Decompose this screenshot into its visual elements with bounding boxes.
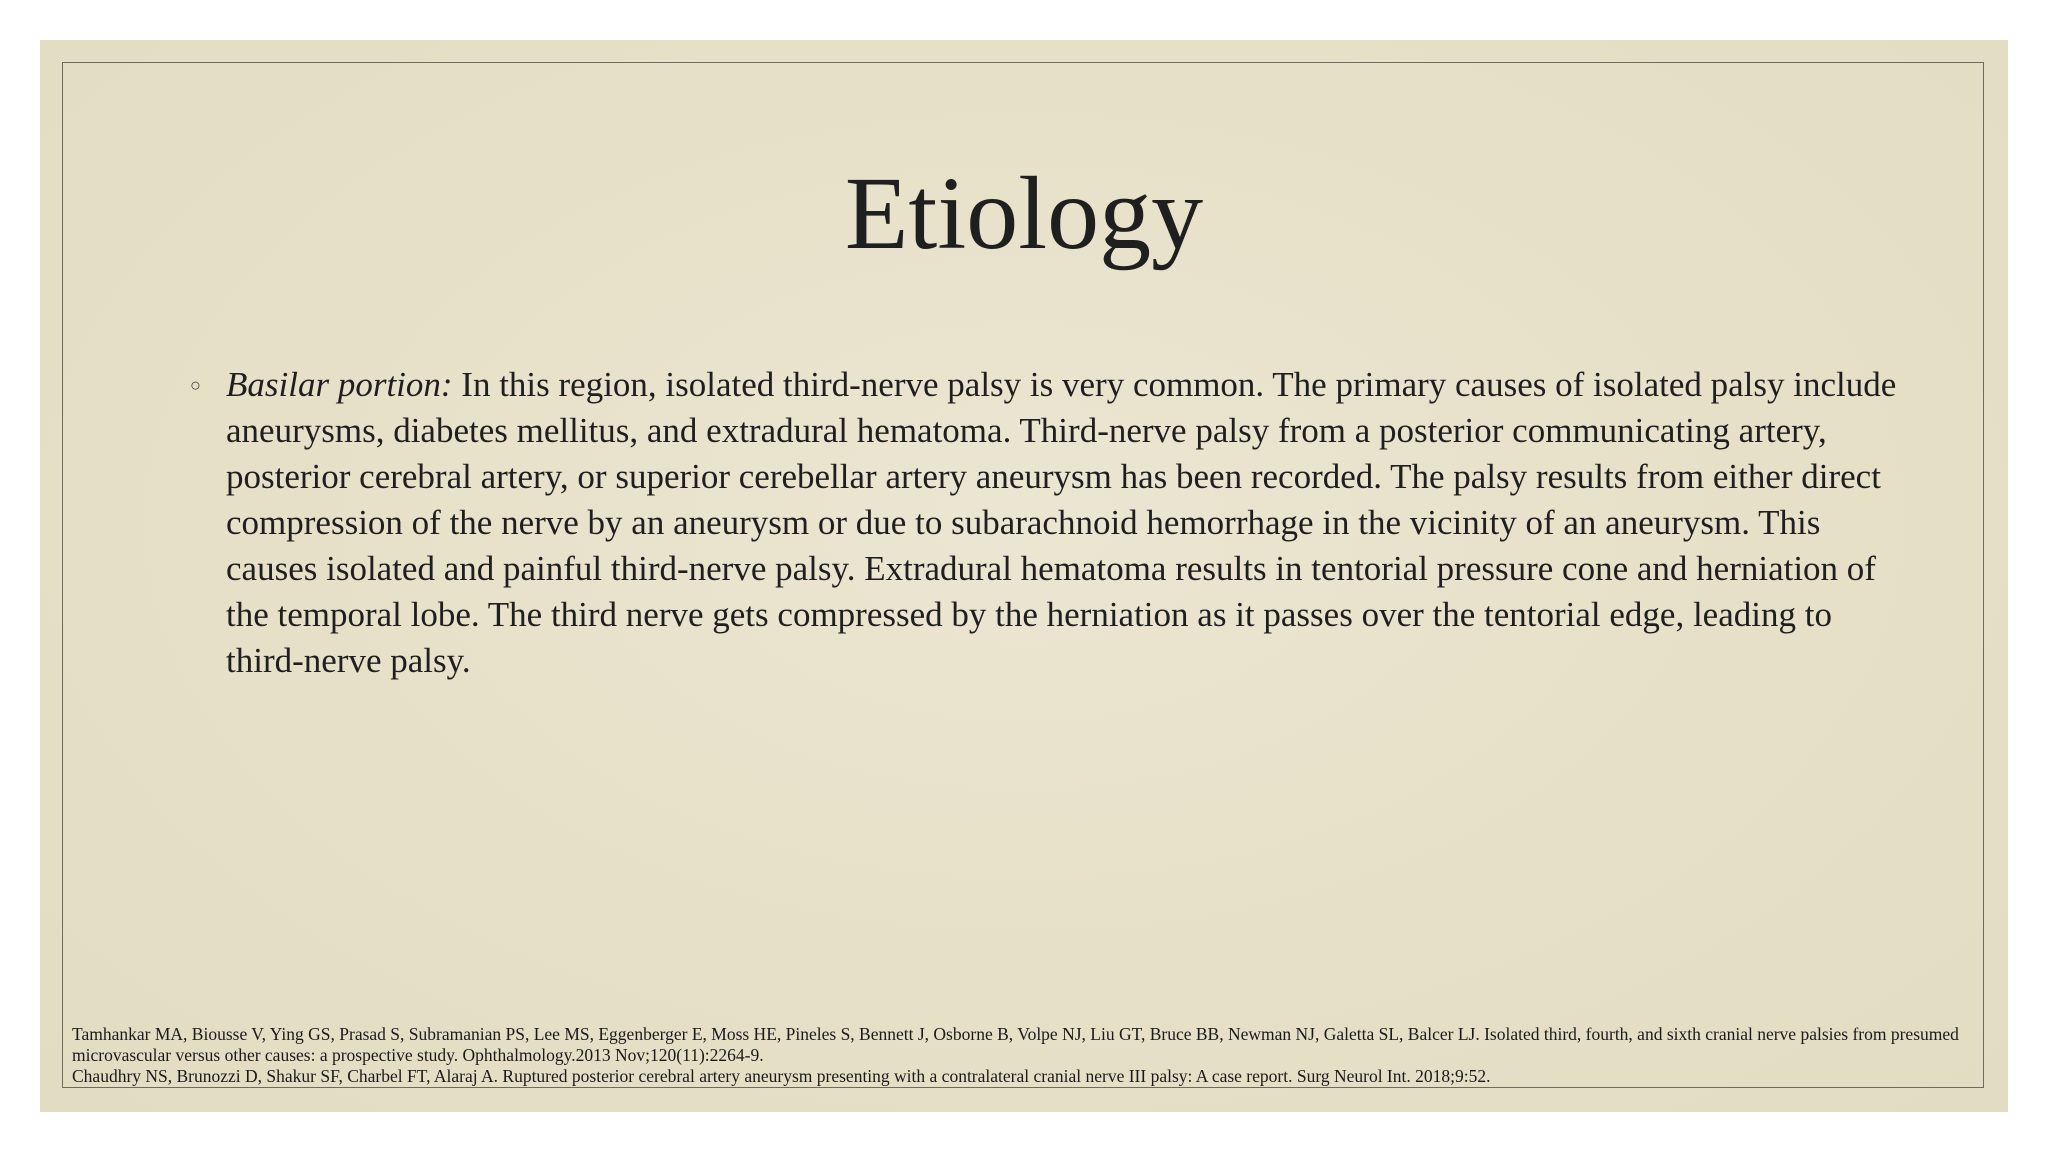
reference-item: Chaudhry NS, Brunozzi D, Shakur SF, Charbel FT, Alaraj A. Ruptured posterior cerebral artery aneurysm presenting with a contralateral cranial nerve III palsy: A case report. Surg Neurol Int. 2018;9:52.: [72, 1066, 1491, 1086]
reference-item: Tamhankar MA, Biousse V, Ying GS, Prasad S, Subramanian PS, Lee MS, Eggenberger E, Moss HE, Pineles S, Bennett J, Osborne B, Volpe NJ, Liu GT, Bruce BB, Newman NJ, Galetta SL, Balcer LJ. Isolated third, fourth, and sixth cranial nerve palsies from presumed microvascular versus other causes: a prospective study. Ophthalmology.2013 Nov;120(11):2264-9.: [72, 1024, 1959, 1065]
bullet-list: [190, 362, 1906, 684]
bullet-lead-italic: Basilar portion:: [226, 365, 453, 404]
hollow-circle-bullet-icon: ○: [190, 375, 201, 395]
bullet-text: In this region, isolated third-nerve palsy is very common. The primary causes of isolated palsy include aneurysms, diabetes mellitus, and extradural hematoma. Third-nerve palsy from a posterior communicating artery, posterior cerebral artery, or superior cerebellar artery aneurysm has been recorded. The palsy results from either direct compression of the nerve by an aneurysm or due to subarachnoid hemorrhage in the vicinity of an aneurysm. This causes isolated and painful third-nerve palsy. Extradural hematoma results in tentorial pressure cone and herniation of the temporal lobe. The third nerve gets compressed by the herniation as it passes over the tentorial edge, leading to third-nerve palsy.: [226, 365, 1897, 680]
references: [72, 1024, 1972, 1087]
bullet-item: [190, 362, 1906, 684]
slide: [40, 40, 2008, 1112]
slide-title: Etiology: [844, 156, 1204, 271]
